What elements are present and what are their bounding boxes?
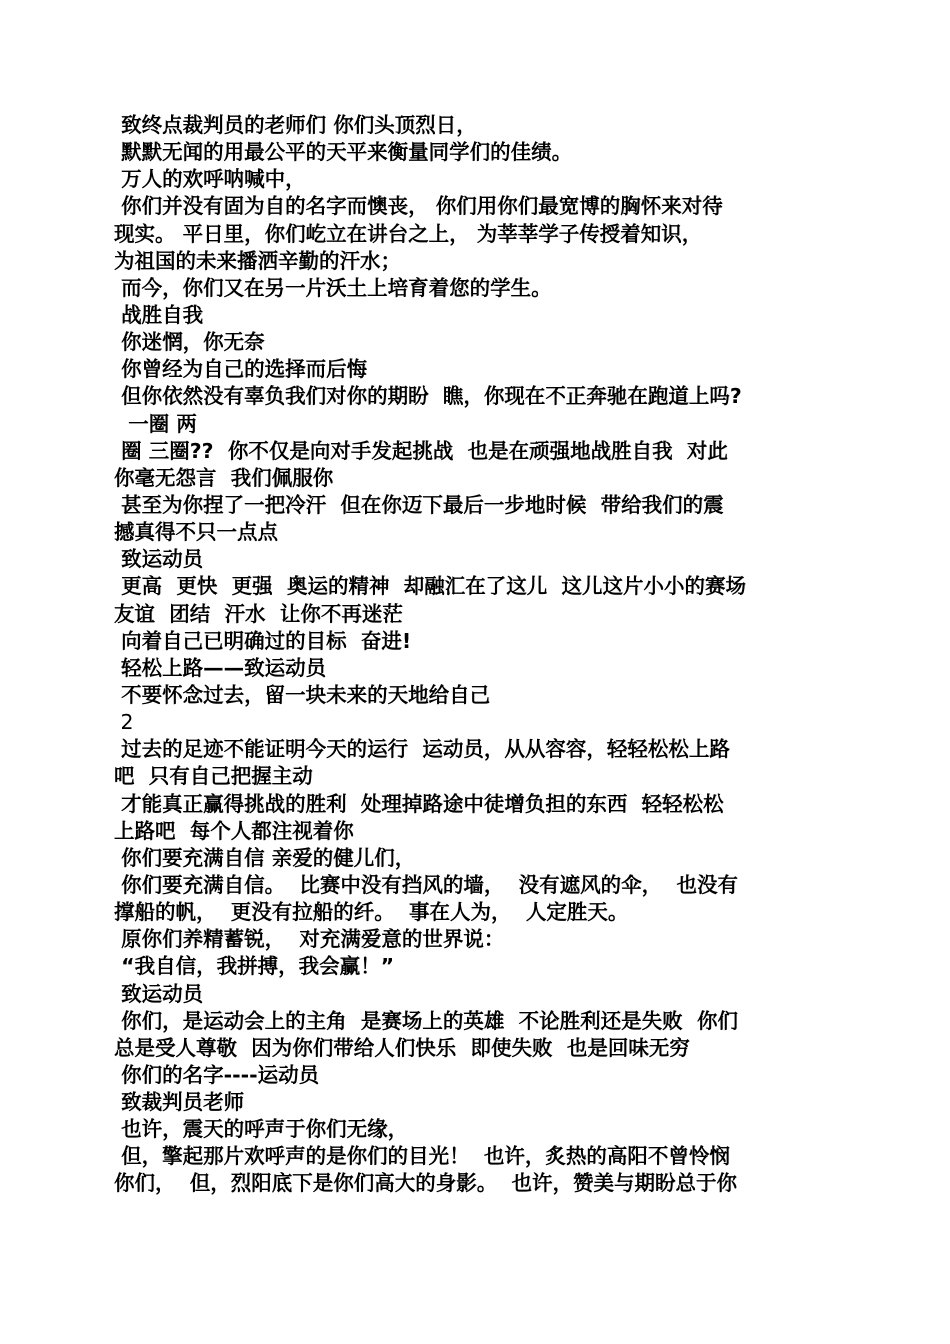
- text-line: 撼真得不只一点点: [114, 520, 278, 545]
- section-heading: 致运动员: [114, 547, 204, 572]
- text-line: 你们并没有固为自的名字而懊丧， 你们用你们最宽博的胸怀来对待: [114, 194, 723, 219]
- text-line: 圈 三圈?? 你不仅是向对手发起挑战 也是在顽强地战胜自我 对此: [114, 438, 728, 463]
- text-line: 向着自己已明确过的目标 奋进!: [114, 628, 412, 653]
- text-line: 友谊 团结 汗水 让你不再迷茫: [114, 601, 403, 626]
- text-line: 原你们养精蓄锐， 对充满爱意的世界说：: [114, 927, 505, 952]
- text-line: 而今，你们又在另一片沃土上培育着您的学生。: [114, 275, 552, 300]
- text-line: 现实。 平日里，你们屹立在讲台之上， 为莘莘学子传授着知识，: [114, 221, 703, 246]
- text-line: 你们要充满自信。 比赛中没有挡风的墙， 没有遮风的伞， 也没有: [114, 872, 738, 897]
- text-line: 你曾经为自己的选择而后悔: [114, 357, 368, 382]
- text-line: 更高 更快 更强 奥运的精神 却融汇在了这儿 这儿这片小小的赛场: [114, 574, 747, 599]
- text-line: 撑船的帆， 更没有拉船的纤。 事在人为， 人定胜天。: [114, 900, 629, 925]
- text-line: 为祖国的未来播洒辛勤的汗水；: [114, 248, 401, 273]
- text-line: 你们， 但，烈阳底下是你们高大的身影。 也许，赞美与期盼总于你: [114, 1171, 738, 1196]
- section-heading: 你们要充满自信 亲爱的健儿们，: [114, 845, 416, 870]
- text-line: 你毫无怨言 我们佩服你: [114, 465, 334, 490]
- text-line: 过去的足迹不能证明今天的运行 运动员，从从容容，轻轻松松上路: [114, 737, 730, 762]
- section-heading: 轻松上路——致运动员: [114, 655, 327, 680]
- text-line: 致终点裁判员的老师们 你们头顶烈日，: [114, 113, 477, 137]
- text-line: 你迷惘，你无奈: [114, 330, 265, 355]
- text-line: “我自信，我拼搏，我会赢！”: [114, 954, 395, 979]
- text-line: 上路吧 每个人都注视着你: [114, 818, 354, 843]
- text-line: 才能真正赢得挑战的胜利 处理掉路途中徒增负担的东西 轻轻松松: [114, 791, 724, 816]
- text-line: 你们的名字----运动员: [114, 1062, 320, 1087]
- section-heading: 致运动员: [114, 981, 204, 1006]
- text-line: 不要怀念过去，留一块未来的天地给自己: [114, 682, 491, 707]
- text-line: 默默无闻的用最公平的天平来衡量同学们的佳绩。: [114, 140, 573, 165]
- text-line: 总是受人尊敬 因为你们带给人们快乐 即使失败 也是回味无穷: [114, 1035, 690, 1060]
- text-line: 一圈 两: [114, 411, 197, 436]
- text-line: 但，擎起那片欢呼声的是你们的目光！ 也许，炙热的高阳不曾怜悯: [114, 1144, 730, 1169]
- text-line: 你们，是运动会上的主角 是赛场上的英雄 不论胜利还是失败 你们: [114, 1008, 738, 1033]
- page-number: 2: [114, 710, 134, 735]
- text-line: 但你依然没有辜负我们对你的期盼 瞧，你现在不正奔驰在跑道上吗?: [114, 384, 742, 409]
- section-heading: 战胜自我: [114, 302, 204, 327]
- text-line: 也许，震天的呼声于你们无缘，: [114, 1117, 409, 1142]
- document-body: [114, 112, 844, 1198]
- text-line: 甚至为你捏了一把冷汗 但在你迈下最后一步地时候 带给我们的震: [114, 492, 724, 517]
- section-heading: 致裁判员老师: [114, 1090, 245, 1115]
- text-line: 万人的欢呼呐喊中，: [114, 167, 306, 192]
- text-line: 吧 只有自己把握主动: [114, 764, 313, 789]
